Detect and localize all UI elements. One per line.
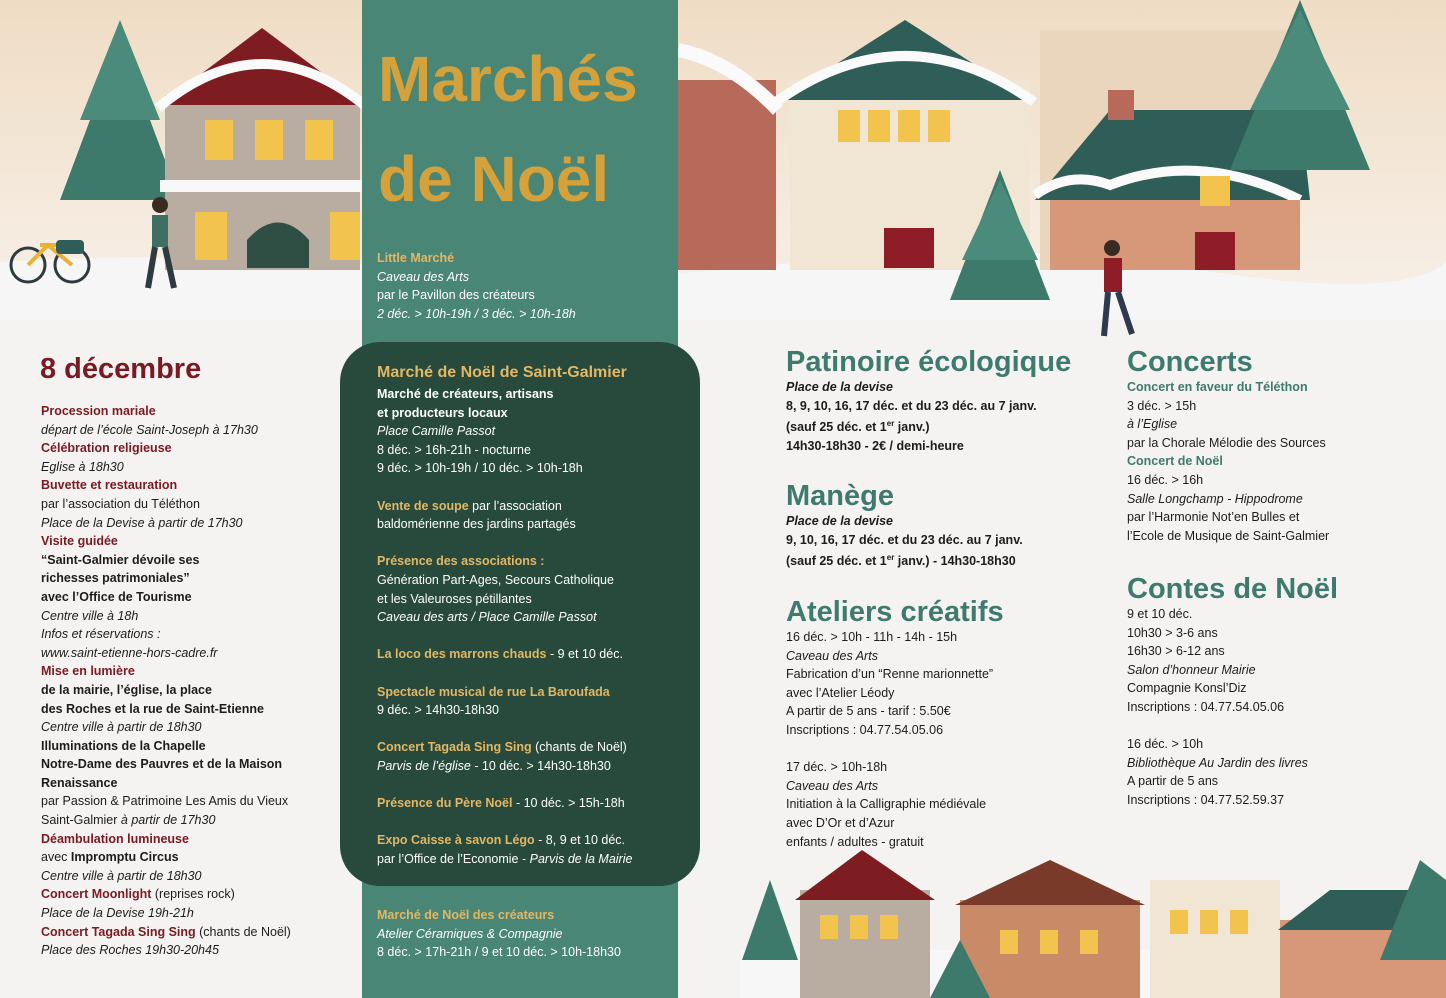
lumiere-place: Centre ville à partir de 18h30 xyxy=(41,720,202,735)
a1-line1: Fabrication d’un “Renne marionnette” xyxy=(786,667,994,682)
procession-detail: départ de l’école Saint-Joseph à 17h30 xyxy=(41,422,258,437)
little-marche-by: par le Pavillon des créateurs xyxy=(377,288,535,303)
s1-l1: 10h30 > 3-6 ans xyxy=(1127,625,1218,640)
s2-place: Bibliothèque Au Jardin des livres xyxy=(1127,755,1308,770)
c1-place: à l’Eglise xyxy=(1127,417,1178,432)
manege-except-b: janv.) - 14h30-18h30 xyxy=(894,554,1016,569)
manege-er: er xyxy=(886,553,895,563)
deambulation-place: Centre ville à partir de 18h30 xyxy=(41,868,202,883)
a1-line4: Inscriptions : 04.77.54.05.06 xyxy=(786,722,944,737)
a2-line2: avec D’Or et d’Azur xyxy=(786,815,895,830)
visite-info: Infos et réservations : xyxy=(41,627,161,642)
celebration-title: Célébration religieuse xyxy=(41,441,172,456)
lumiere-line2: des Roches et la rue de Saint-Etienne xyxy=(41,701,264,716)
s2-age: A partir de 5 ans xyxy=(1127,774,1219,789)
marche-sg-d9: 9 déc. > 10h-19h / 10 déc. > 10h-18h xyxy=(377,461,583,476)
patinoire-dates: 8, 9, 10, 16, 17 déc. et du 23 déc. au 7 janv. xyxy=(786,398,1037,413)
visite-url[interactable]: www.saint-etienne-hors-cadre.fr xyxy=(41,645,218,660)
assoc-line2: et les Valeuroses pétillantes xyxy=(377,591,532,606)
a1-dates: 16 déc. > 10h - 11h - 14h - 15h xyxy=(786,630,958,644)
sg-tagada-row2 xyxy=(377,757,632,776)
dec8-program xyxy=(41,402,291,960)
expo-row xyxy=(377,831,632,850)
marche-createurs-section xyxy=(377,906,621,962)
sg-tagada-note: (chants de Noël) xyxy=(531,740,627,755)
visite-line1: “Saint-Galmier dévoile ses xyxy=(41,552,200,567)
sg-tagada-rest: - 10 déc. > 14h30-18h30 xyxy=(470,758,611,773)
illuminations-line1: Illuminations de la Chapelle xyxy=(41,738,206,753)
soupe-title: Vente de soupe xyxy=(377,498,469,513)
illuminations-line2: Notre-Dame des Pauvres et de la Maison xyxy=(41,757,283,772)
marche-createurs-dates: 8 déc. > 17h-21h / 9 et 10 déc. > 10h-18h30 xyxy=(377,945,621,960)
c2-place: Salle Longchamp - Hippodrome xyxy=(1127,491,1303,506)
ateliers-heading: Ateliers créatifs xyxy=(786,596,1004,628)
page-title-line1: Marchés xyxy=(378,43,638,115)
patinoire-except-b: janv.) xyxy=(894,420,930,435)
c1-by: par la Chorale Mélodie des Sources xyxy=(1127,435,1326,450)
pere-row xyxy=(377,794,632,813)
manege-dates: 9, 10, 16, 17 déc. et du 23 déc. au 7 janv. xyxy=(786,532,1023,547)
patinoire-heading: Patinoire écologique xyxy=(786,346,1072,378)
sg-tagada-title: Concert Tagada Sing Sing xyxy=(377,740,532,755)
pere-rest: - 10 déc. > 15h-18h xyxy=(512,796,625,811)
celebration-detail: Eglise à 18h30 xyxy=(41,459,124,474)
pere-title: Présence du Père Noël xyxy=(377,796,513,811)
concerts-heading: Concerts xyxy=(1127,346,1253,378)
expo-rest: - 8, 9 et 10 déc. xyxy=(534,833,626,848)
visite-title: Visite guidée xyxy=(41,534,118,549)
contes-heading: Contes de Noël xyxy=(1127,573,1339,605)
little-marche-section xyxy=(377,249,576,323)
expo-title: Expo Caisse à savon Légo xyxy=(377,833,535,848)
c1-date: 3 déc. > 15h xyxy=(1127,398,1197,413)
sg-tagada-place: Parvis de l’église xyxy=(377,758,471,773)
illuminations-by2: Saint-Galmier xyxy=(41,813,118,828)
spectacle-title: Spectacle musical de rue La Baroufada xyxy=(377,684,610,699)
loco-rest: - 9 et 10 déc. xyxy=(546,647,623,662)
patinoire-er: er xyxy=(886,419,895,429)
a1-place: Caveau des Arts xyxy=(786,648,878,663)
deambulation-row xyxy=(41,848,291,867)
buvette-place: Place de la Devise à partir de 17h30 xyxy=(41,515,243,530)
moonlight-place: Place de la Devise 19h-21h xyxy=(41,906,194,921)
s1-place: Salon d’honneur Mairie xyxy=(1127,662,1256,677)
illuminations-line3: Renaissance xyxy=(41,775,118,790)
expo-row2 xyxy=(377,850,632,869)
tagada-title: Concert Tagada Sing Sing xyxy=(41,924,196,939)
assoc-line1: Génération Part-Ages, Secours Catholique xyxy=(377,572,614,587)
illuminations-time: à partir de 17h30 xyxy=(117,813,216,828)
marche-sg-d8: 8 déc. > 16h-21h - nocturne xyxy=(377,442,531,457)
manege-section xyxy=(786,512,1023,571)
s2-phone: Inscriptions : 04.77.52.59.37 xyxy=(1127,792,1285,807)
soupe-row xyxy=(377,497,632,516)
deambulation-title: Déambulation lumineuse xyxy=(41,831,189,846)
marche-sg-title: Marché de Noël de Saint-Galmier xyxy=(377,364,627,381)
visite-place: Centre ville à 18h xyxy=(41,608,139,623)
illuminations-by2-row xyxy=(41,811,291,830)
dec8-heading: 8 décembre xyxy=(40,353,202,385)
marche-sg-place: Place Camille Passot xyxy=(377,424,496,439)
assoc-place: Caveau des arts / Place Camille Passot xyxy=(377,610,597,625)
s1-company: Compagnie Konsl’Diz xyxy=(1127,681,1247,696)
sg-tagada-row xyxy=(377,738,632,757)
c1-title: Concert en faveur du Téléthon xyxy=(1127,380,1308,394)
s1-phone: Inscriptions : 04.77.54.05.06 xyxy=(1127,699,1285,714)
s1-dates: 9 et 10 déc. xyxy=(1127,607,1193,621)
patinoire-place: Place de la devise xyxy=(786,380,894,394)
manege-heading: Manège xyxy=(786,480,894,512)
manege-except-row xyxy=(786,549,1023,571)
page-title-line2: de Noël xyxy=(378,143,610,215)
s2-date: 16 déc. > 10h xyxy=(1127,737,1204,752)
contes-section xyxy=(1127,605,1308,810)
a1-line2: avec l’Atelier Léody xyxy=(786,685,895,700)
lumiere-title: Mise en lumière xyxy=(41,664,135,679)
ateliers-section xyxy=(786,628,993,851)
visite-line3: avec l’Office de Tourisme xyxy=(41,589,192,604)
moonlight-title: Concert Moonlight xyxy=(41,887,152,902)
moonlight-row xyxy=(41,885,291,904)
loco-title: La loco des marrons chauds xyxy=(377,647,547,662)
little-marche-title: Little Marché xyxy=(377,251,455,265)
expo-by: par l’Office de l’Economie - xyxy=(377,851,530,866)
tagada-note: (chants de Noël) xyxy=(195,924,291,939)
procession-title: Procession mariale xyxy=(41,404,156,418)
marche-sg-sub1: Marché de créateurs, artisans xyxy=(377,387,554,401)
spectacle-line2: 9 déc. > 14h30-18h30 xyxy=(377,703,499,718)
a2-line3: enfants / adultes - gratuit xyxy=(786,834,924,849)
a1-line3: A partir de 5 ans - tarif : 5.50€ xyxy=(786,704,951,719)
buvette-title: Buvette et restauration xyxy=(41,478,178,493)
soupe-rest: par l’association xyxy=(468,498,562,513)
s1-l2: 16h30 > 6-12 ans xyxy=(1127,644,1225,659)
patinoire-section xyxy=(786,378,1037,456)
a2-dates: 17 déc. > 10h-18h xyxy=(786,760,888,775)
marche-sg-sub2: et producteurs locaux xyxy=(377,405,508,420)
tagada-place: Place des Roches 19h30-20h45 xyxy=(41,943,219,958)
illuminations-by1: par Passion & Patrimoine Les Amis du Vieux xyxy=(41,794,289,809)
c2-by2: l’Ecole de Musique de Saint-Galmier xyxy=(1127,528,1330,543)
little-marche-place: Caveau des Arts xyxy=(377,269,469,284)
patinoire-hours: 14h30-18h30 - 2€ / demi-heure xyxy=(786,438,964,453)
soupe-line2: baldomérienne des jardins partagés xyxy=(377,517,576,532)
little-marche-dates: 2 déc. > 10h-19h / 3 déc. > 10h-18h xyxy=(377,306,576,321)
c2-title: Concert de Noël xyxy=(1127,454,1223,469)
deambulation-troupe: Impromptu Circus xyxy=(70,850,179,865)
concerts-section xyxy=(1127,378,1329,545)
tagada-row xyxy=(41,923,291,942)
patinoire-except-row xyxy=(786,415,1037,437)
assoc-title: Présence des associations : xyxy=(377,554,545,569)
marche-sg-program xyxy=(377,385,632,868)
manege-place: Place de la devise xyxy=(786,514,894,528)
loco-row xyxy=(377,645,632,664)
patinoire-except-a: (sauf 25 déc. et 1 xyxy=(786,420,887,435)
lumiere-line1: de la mairie, l’église, la place xyxy=(41,682,212,697)
deambulation-avec: avec xyxy=(41,850,71,865)
a2-place: Caveau des Arts xyxy=(786,778,878,793)
c2-date: 16 déc. > 16h xyxy=(1127,472,1204,487)
expo-place: Parvis de la Mairie xyxy=(529,851,633,866)
buvette-by: par l’association du Téléthon xyxy=(41,496,200,511)
marche-createurs-place: Atelier Céramiques & Compagnie xyxy=(377,926,563,941)
marche-createurs-title: Marché de Noël des créateurs xyxy=(377,908,555,922)
c2-by1: par l’Harmonie Not’en Bulles et xyxy=(1127,510,1300,525)
a2-line1: Initiation à la Calligraphie médiévale xyxy=(786,797,987,812)
manege-except-a: (sauf 25 déc. et 1 xyxy=(786,554,887,569)
visite-line2: richesses patrimoniales” xyxy=(41,571,190,586)
moonlight-note: (reprises rock) xyxy=(151,887,235,902)
